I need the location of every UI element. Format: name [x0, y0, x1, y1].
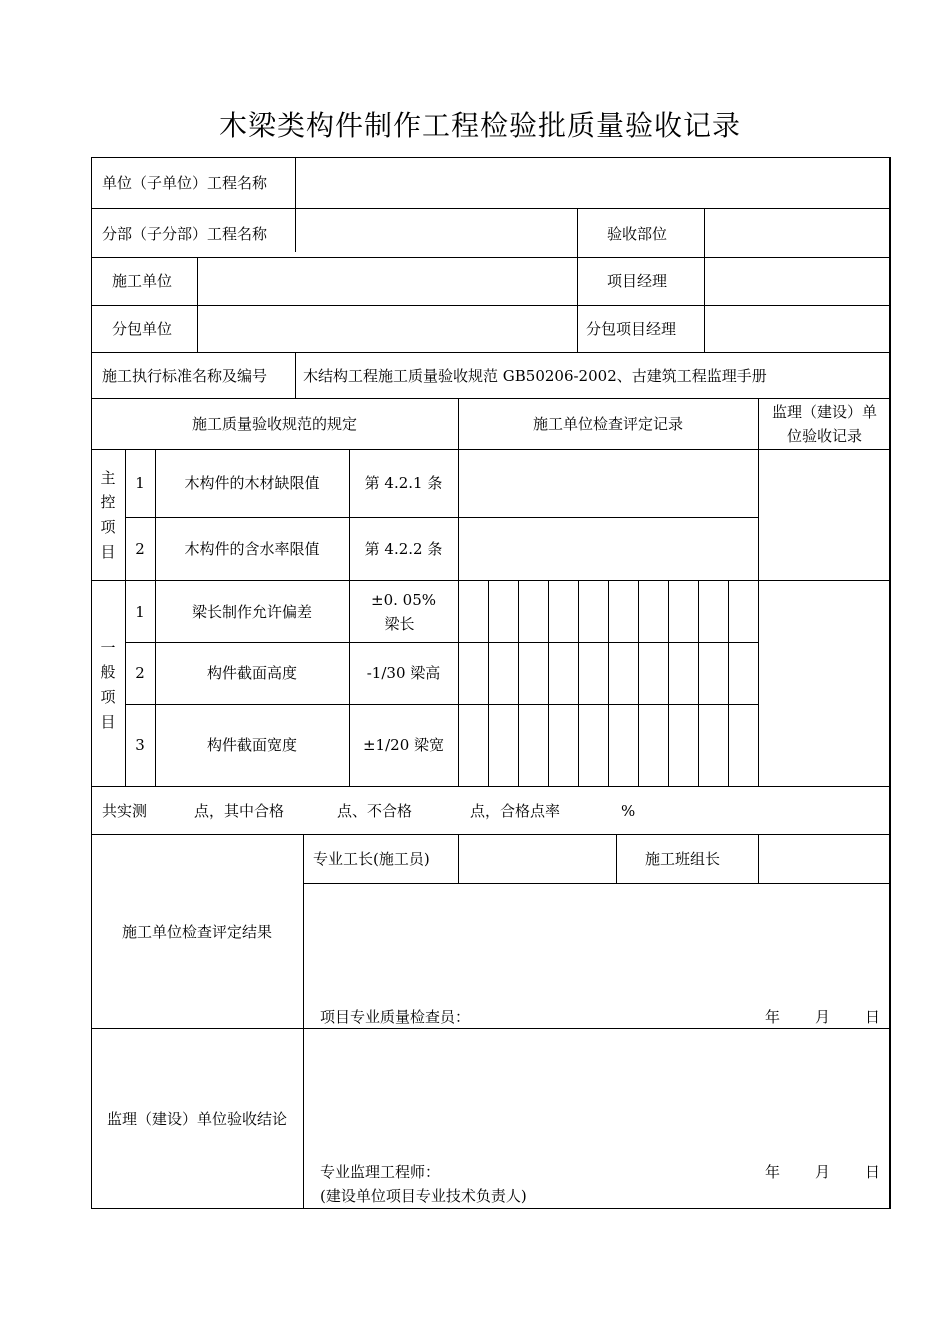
general-item-clause: ±0. 05%: [371, 591, 436, 609]
main-item-name: 木构件的木材缺限值: [184, 474, 320, 492]
grid-divider: [518, 580, 519, 786]
general-item-name: 梁长制作允许偏差: [191, 603, 312, 621]
col-divider: [616, 834, 617, 883]
foreman-label: 专业工长(施工员): [313, 850, 430, 868]
check-record-column-header: 施工单位检查评定记录: [532, 415, 683, 433]
subcontract-manager-label: 分包项目经理: [586, 320, 677, 338]
general-item-clause: -1/30 梁高: [366, 664, 441, 682]
summary-total: 共实测: [102, 802, 148, 820]
general-item-no: 1: [135, 603, 145, 621]
row-divider: [91, 580, 891, 581]
col-divider: [295, 352, 296, 398]
general-items-group-char: 目: [100, 713, 116, 731]
main-items-group-char: 目: [100, 543, 116, 561]
supervision-result-label: 监理（建设）单位验收结论: [106, 1110, 287, 1128]
date-day: 日: [865, 1008, 881, 1026]
page-title: 木梁类构件制作工程检验批质量验收记录: [218, 109, 741, 142]
row-divider: [91, 257, 891, 258]
table-right-border: [889, 157, 891, 1209]
row-divider: [91, 305, 891, 306]
supervisor-column-header: 监理（建设）单: [771, 403, 877, 421]
grid-divider: [668, 580, 669, 786]
row-divider: [303, 883, 891, 884]
summary-percent: %: [621, 802, 636, 820]
sub-project-label: 分部（子分部）工程名称: [102, 225, 268, 243]
row-divider: [91, 449, 891, 450]
col-divider: [197, 257, 198, 352]
general-item-name: 构件截面宽度: [206, 736, 297, 754]
main-item-clause: 第 4.2.2 条: [364, 540, 443, 558]
date-month: 月: [815, 1163, 831, 1181]
subcontract-unit-label: 分包单位: [112, 320, 173, 338]
grid-divider: [608, 580, 609, 786]
general-item-no: 2: [135, 664, 145, 682]
standard-value: 木结构工程施工质量验收规范 GB50206-2002、古建筑工程监理手册: [303, 367, 767, 385]
grid-divider: [548, 580, 549, 786]
col-divider: [577, 208, 578, 352]
general-items-group-char: 般: [100, 663, 116, 681]
supervisor-column-header-2: 位验收记录: [786, 427, 862, 445]
main-item-clause: 第 4.2.1 条: [364, 474, 443, 492]
general-item-name: 构件截面高度: [206, 664, 297, 682]
row-divider: [91, 352, 891, 353]
summary-fail: 点、不合格: [337, 802, 413, 820]
general-item-clause-2: 梁长: [384, 615, 415, 633]
spec-column-header: 施工质量验收规范的规定: [191, 415, 357, 433]
col-divider: [758, 834, 759, 883]
acceptance-part-label: 验收部位: [607, 225, 668, 243]
team-leader-label: 施工班组长: [645, 850, 721, 868]
row-divider: [125, 642, 759, 643]
row-divider: [91, 834, 891, 835]
col-divider: [303, 834, 304, 1209]
main-item-no: 1: [135, 474, 145, 492]
owner-label: (建设单位项目专业技术负责人): [320, 1187, 527, 1205]
row-divider: [125, 517, 759, 518]
grid-divider: [488, 580, 489, 786]
general-item-clause: ±1/20 梁宽: [362, 736, 445, 754]
date-year: 年: [765, 1163, 781, 1181]
row-divider: [125, 704, 759, 705]
grid-divider: [638, 580, 639, 786]
grid-divider: [578, 580, 579, 786]
general-item-no: 3: [135, 736, 145, 754]
col-divider: [295, 157, 296, 252]
date-month: 月: [815, 1008, 831, 1026]
project-manager-label: 项目经理: [607, 272, 668, 290]
summary-rate: 点，合格点率: [470, 802, 561, 820]
col-divider: [704, 208, 705, 352]
col-divider: [758, 398, 759, 786]
unit-project-label: 单位（子单位）工程名称: [102, 174, 268, 192]
col-divider: [458, 834, 459, 883]
main-items-group-char: 主: [100, 469, 116, 487]
date-day: 日: [865, 1163, 881, 1181]
row-divider: [91, 208, 891, 209]
summary-pass: 点，其中合格: [194, 802, 285, 820]
col-divider: [458, 398, 459, 786]
general-items-group-char: 一: [100, 639, 116, 657]
inspector-label: 项目专业质量检查员：: [320, 1008, 471, 1026]
construction-result-label: 施工单位检查评定结果: [121, 923, 272, 941]
engineer-label: 专业监理工程师：: [320, 1163, 441, 1181]
row-divider: [91, 786, 891, 787]
main-item-name: 木构件的含水率限值: [184, 540, 320, 558]
row-divider: [91, 398, 891, 399]
grid-divider: [728, 580, 729, 786]
grid-divider: [698, 580, 699, 786]
construction-unit-label: 施工单位: [112, 272, 173, 290]
main-items-group-char: 控: [100, 493, 116, 511]
main-items-group-char: 项: [100, 518, 116, 536]
standard-label: 施工执行标准名称及编号: [102, 367, 268, 385]
main-item-no: 2: [135, 540, 145, 558]
general-items-group-char: 项: [100, 688, 116, 706]
date-year: 年: [765, 1008, 781, 1026]
